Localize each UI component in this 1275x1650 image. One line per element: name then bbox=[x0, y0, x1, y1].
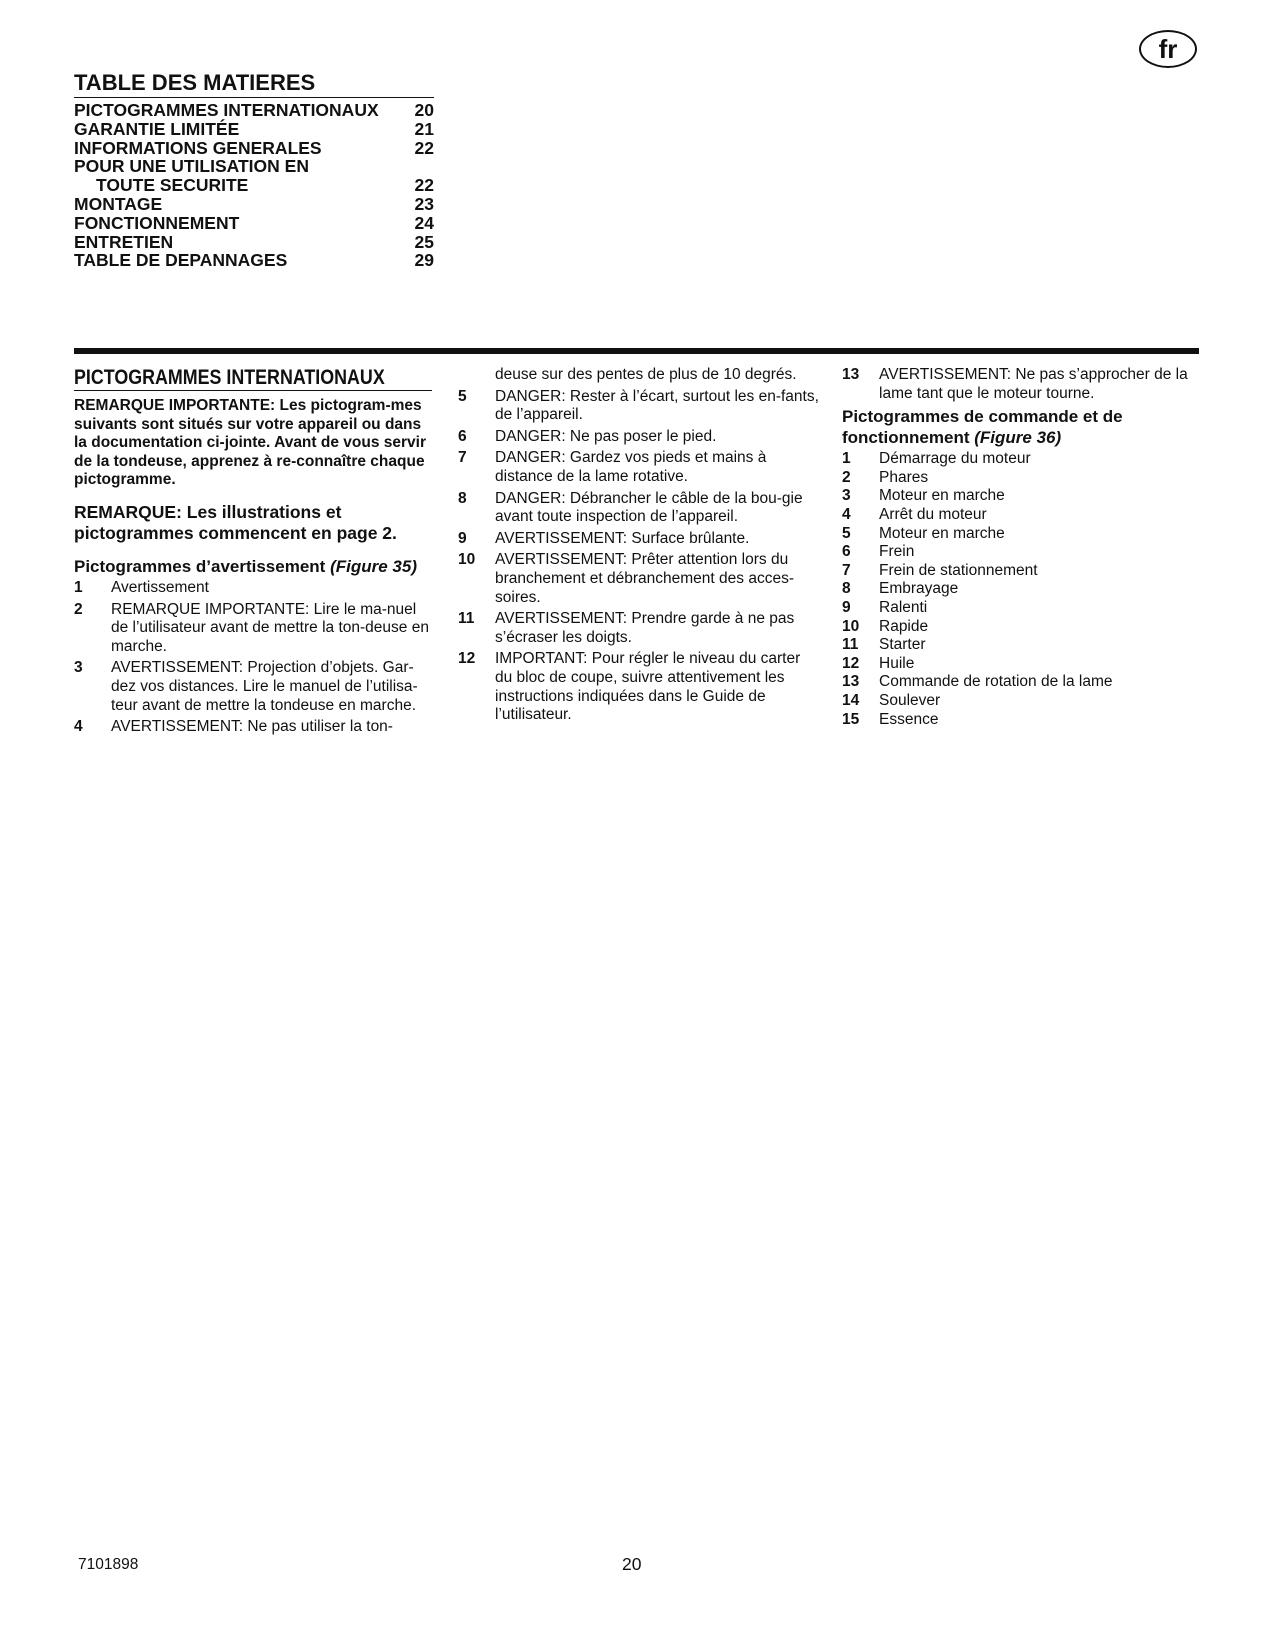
toc-label: INFORMATIONS GENERALES bbox=[74, 137, 322, 158]
item-number: 2 bbox=[842, 468, 851, 486]
item-number: 5 bbox=[842, 524, 851, 542]
item-number: 12 bbox=[458, 650, 476, 668]
toc-page: 25 bbox=[414, 231, 434, 252]
item-number: 7 bbox=[458, 449, 467, 467]
item-text: AVERTISSEMENT: Prendre garde à ne pas s’écraser les doigts. bbox=[495, 610, 795, 646]
toc-row bbox=[74, 233, 434, 252]
item-text: AVERTISSEMENT: Projection d’objets. Gar-dez vos distances. Lire le manuel de l’utilisa-teur avant de mettre la tondeuse en marche. bbox=[111, 659, 418, 714]
toc-title: TABLE DES MATIERES bbox=[74, 70, 434, 98]
item-number: 5 bbox=[458, 387, 467, 405]
warning-figure-ref: (Figure 35) bbox=[330, 556, 417, 576]
list-item bbox=[458, 551, 820, 607]
item-text: Moteur en marche bbox=[879, 524, 1005, 542]
item-number: 7 bbox=[842, 561, 851, 579]
toc-label: TABLE DE DEPANNAGES bbox=[74, 250, 288, 271]
table-of-contents bbox=[74, 70, 434, 270]
list-item bbox=[842, 525, 1200, 544]
toc-label: PICTOGRAMMES INTERNATIONAUX bbox=[74, 100, 379, 120]
item-number: 10 bbox=[458, 551, 476, 569]
item-text: AVERTISSEMENT: Ne pas s’approcher de la lame tant que le moteur tourne. bbox=[879, 366, 1188, 402]
toc-label: POUR UNE UTILISATION EN bbox=[74, 156, 309, 177]
list-item bbox=[74, 601, 432, 657]
item-number: 4 bbox=[74, 718, 83, 736]
section-title: PICTOGRAMMES INTERNATIONAUX bbox=[74, 366, 385, 389]
page-number: 20 bbox=[622, 1554, 642, 1574]
item-number: 8 bbox=[458, 489, 467, 507]
toc-label: MONTAGE bbox=[74, 193, 163, 214]
item-number: 13 bbox=[842, 673, 860, 691]
list-item bbox=[74, 659, 432, 715]
control-figure-ref: (Figure 36) bbox=[974, 428, 1062, 448]
item-text: REMARQUE IMPORTANTE: Lire le ma-nuel de l’utilisateur avant de mettre la ton-deuse en marche. bbox=[111, 600, 429, 655]
item-text: DANGER: Ne pas poser le pied. bbox=[495, 427, 717, 445]
toc-row bbox=[74, 195, 434, 214]
item-text: Phares bbox=[879, 468, 929, 486]
column-3 bbox=[842, 366, 1200, 729]
important-note: REMARQUE IMPORTANTE: Les pictogram-mes suivants sont situés sur votre appareil ou dans la documentation ci-jointe. Avant de vous servir de la tondeuse, apprenez à re-connaître chaque pictogramme. bbox=[74, 397, 426, 489]
illustrations-note: REMARQUE: Les illustrations et pictogrammes commencent en page 2. bbox=[74, 501, 397, 543]
item-text: Soulever bbox=[879, 691, 941, 709]
list-item bbox=[458, 449, 820, 486]
toc-row bbox=[74, 157, 434, 176]
item-text: AVERTISSEMENT: Prêter attention lors du branchement et débranchement des acces-soires. bbox=[495, 551, 794, 606]
toc-label: GARANTIE LIMITÉE bbox=[74, 118, 240, 139]
toc-row bbox=[74, 120, 434, 139]
control-heading-text: Pictogrammes de commande et de fonctionnement bbox=[842, 407, 1123, 448]
toc-page: 20 bbox=[414, 100, 434, 120]
item-text: Embrayage bbox=[879, 580, 959, 598]
toc-label: FONCTIONNEMENT bbox=[74, 212, 240, 233]
warning-heading bbox=[74, 556, 432, 577]
toc-row bbox=[74, 139, 434, 158]
toc-row bbox=[74, 176, 434, 195]
item-text: Essence bbox=[879, 710, 939, 728]
section-divider bbox=[74, 348, 1199, 354]
list-item bbox=[458, 490, 820, 527]
toc-row bbox=[74, 101, 434, 120]
item-text: Arrêt du moteur bbox=[879, 505, 987, 523]
toc-label: TOUTE SECURITE bbox=[96, 175, 249, 196]
item-text: DANGER: Gardez vos pieds et mains à distance de la lame rotative. bbox=[495, 449, 767, 485]
item-text: Avertissement bbox=[111, 578, 209, 596]
list-item bbox=[842, 618, 1200, 637]
item-text: Starter bbox=[879, 636, 926, 654]
list-item bbox=[842, 636, 1200, 655]
item-number: 13 bbox=[842, 366, 860, 383]
list-item bbox=[458, 650, 820, 724]
list-item bbox=[458, 610, 820, 647]
toc-row bbox=[74, 251, 434, 270]
list-item bbox=[842, 655, 1200, 674]
item-number: 12 bbox=[842, 654, 860, 672]
list-item bbox=[842, 711, 1200, 730]
list-item bbox=[842, 543, 1200, 562]
item-text: Démarrage du moteur bbox=[879, 450, 1031, 468]
item-text: Ralenti bbox=[879, 598, 928, 616]
column-1 bbox=[74, 366, 432, 740]
list-item bbox=[458, 428, 820, 447]
item-text: DANGER: Rester à l’écart, surtout les en-fants, de l’appareil. bbox=[495, 387, 819, 424]
section-heading bbox=[74, 366, 432, 391]
item-text: AVERTISSEMENT: Surface brûlante. bbox=[495, 529, 750, 547]
item-number: 3 bbox=[74, 659, 83, 677]
item-number: 6 bbox=[842, 543, 851, 561]
list-item bbox=[842, 487, 1200, 506]
item-text: Moteur en marche bbox=[879, 487, 1005, 505]
item-number: 9 bbox=[458, 529, 467, 547]
item-number: 3 bbox=[842, 487, 851, 505]
item-text: Frein bbox=[879, 543, 915, 561]
item-number: 2 bbox=[74, 600, 83, 618]
control-list bbox=[842, 450, 1200, 729]
list-item bbox=[842, 469, 1200, 488]
list-item bbox=[842, 366, 1200, 403]
item-text: AVERTISSEMENT: Ne pas utiliser la ton- bbox=[111, 718, 393, 736]
list-item bbox=[842, 450, 1200, 469]
item-number: 11 bbox=[842, 636, 859, 654]
item-text: Commande de rotation de la lame bbox=[879, 673, 1113, 691]
item-number: 9 bbox=[842, 598, 851, 616]
item-number: 1 bbox=[74, 578, 83, 596]
list-item bbox=[842, 506, 1200, 525]
control-heading bbox=[842, 406, 1200, 448]
list-item bbox=[458, 388, 820, 425]
toc-row bbox=[74, 214, 434, 233]
document-code: 7101898 bbox=[78, 1556, 139, 1573]
item-number: 14 bbox=[842, 691, 860, 709]
column-2 bbox=[458, 366, 820, 728]
item-text: Huile bbox=[879, 654, 915, 672]
toc-page: 22 bbox=[414, 137, 434, 158]
language-badge: fr bbox=[1139, 30, 1197, 68]
item-continuation: deuse sur des pentes de plus de 10 degrés. bbox=[495, 366, 797, 383]
list-item bbox=[842, 599, 1200, 618]
item-text: Rapide bbox=[879, 617, 929, 635]
toc-page: 22 bbox=[414, 175, 434, 196]
item-number: 4 bbox=[842, 505, 851, 523]
item-number: 8 bbox=[842, 580, 851, 598]
list-item bbox=[74, 579, 432, 598]
warning-heading-text: Pictogrammes d’avertissement bbox=[74, 556, 326, 576]
toc-page: 23 bbox=[414, 193, 434, 214]
toc-label: ENTRETIEN bbox=[74, 231, 174, 252]
list-item bbox=[458, 530, 820, 549]
toc-page: 24 bbox=[414, 212, 434, 233]
list-item bbox=[842, 673, 1200, 692]
list-item bbox=[74, 718, 432, 737]
list-item bbox=[842, 692, 1200, 711]
item-number: 10 bbox=[842, 617, 860, 635]
item-number: 6 bbox=[458, 427, 467, 445]
item-number: 15 bbox=[842, 710, 860, 728]
item-text: Frein de stationnement bbox=[879, 561, 1038, 579]
item-number: 1 bbox=[842, 450, 851, 468]
list-item bbox=[842, 562, 1200, 581]
toc-page: 21 bbox=[414, 118, 434, 139]
toc-page: 29 bbox=[414, 250, 434, 271]
list-item bbox=[842, 580, 1200, 599]
item-number: 11 bbox=[458, 610, 475, 628]
item-text: IMPORTANT: Pour régler le niveau du carter du bloc de coupe, suivre attentivement les instructions indiquées dans le Guide de l’utilisateur. bbox=[495, 650, 801, 724]
item-text: DANGER: Débrancher le câble de la bou-gie avant toute inspection de l’appareil. bbox=[495, 489, 803, 526]
